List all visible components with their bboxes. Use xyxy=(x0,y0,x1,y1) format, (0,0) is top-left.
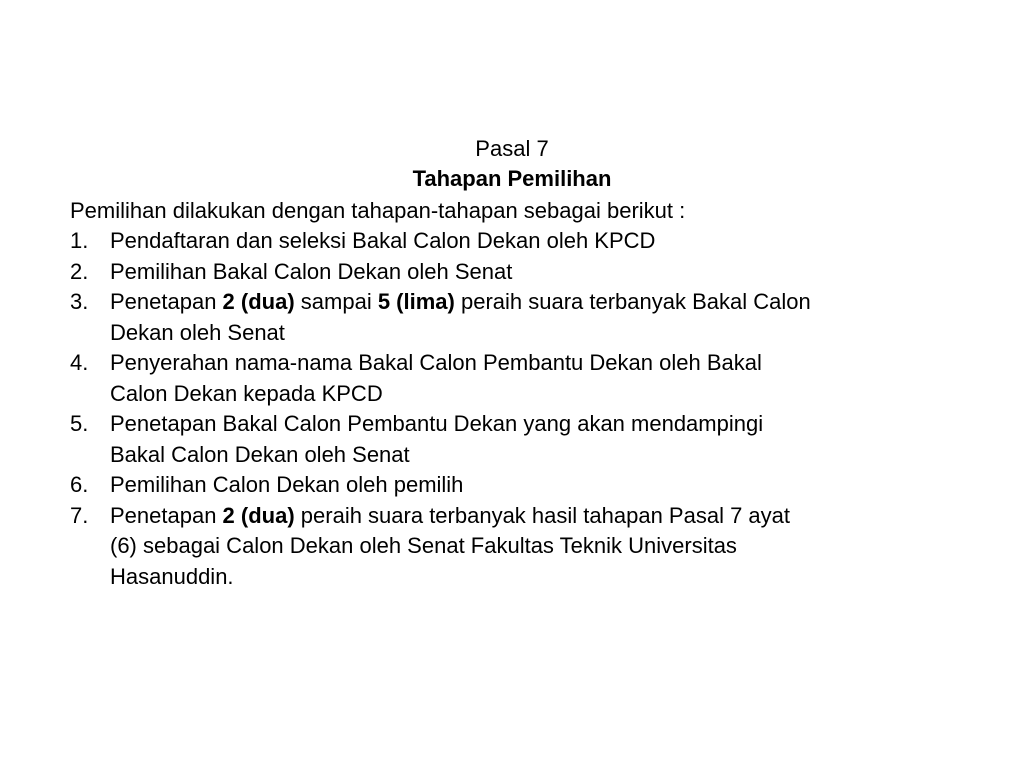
item-number: 1. xyxy=(70,228,89,253)
intro-text: Pemilihan dilakukan dengan tahapan-tahapan sebagai berikut : xyxy=(70,198,686,223)
item-text-part: Penetapan xyxy=(110,289,223,314)
item-text-part: sampai xyxy=(294,289,378,314)
item-text-part: Penetapan xyxy=(110,502,223,528)
item-text-part: Penetapan Bakal Calon Pembantu Dekan yang akan mendampingi xyxy=(110,411,764,436)
list-item xyxy=(70,226,950,257)
item-number: 2. xyxy=(70,258,89,284)
item-number: 5. xyxy=(70,411,89,436)
item-text-bold: 2 (dua) xyxy=(222,289,295,314)
item-number: 6. xyxy=(70,472,89,497)
list-item xyxy=(70,348,950,409)
item-text: Pemilihan Bakal Calon Dekan oleh Senat xyxy=(110,258,513,284)
list-item xyxy=(70,287,950,348)
item-text-part: Penyerahan nama-nama Bakal Calon Pembantu Dekan oleh Bakal xyxy=(110,350,762,375)
item-number: 3. xyxy=(70,289,89,314)
stages-list xyxy=(70,226,950,592)
item-text-part: Calon Dekan kepada KPCD xyxy=(110,380,383,406)
item-number: 7. xyxy=(70,502,89,528)
section-title: Tahapan Pemilihan xyxy=(412,166,612,191)
item-text-part: peraih suara terbanyak hasil tahapan Pasal 7 ayat xyxy=(294,502,790,528)
list-item xyxy=(70,409,950,470)
item-text-part: peraih suara terbanyak Bakal Calon xyxy=(454,289,811,314)
item-number: 4. xyxy=(70,350,89,375)
item-text-part: (6) sebagai Calon Dekan oleh Senat Fakultas Teknik Universitas xyxy=(110,533,737,558)
item-text: Pemilihan Calon Dekan oleh pemilih xyxy=(110,472,464,497)
item-text-bold: 2 (dua) xyxy=(222,502,295,528)
item-text-bold: 5 (lima) xyxy=(377,289,455,314)
list-item xyxy=(70,501,950,593)
item-text xyxy=(110,287,950,348)
item-text-part: Dekan oleh Senat xyxy=(110,319,285,345)
item-text xyxy=(110,348,950,409)
item-text xyxy=(110,409,950,470)
list-item xyxy=(70,257,950,288)
item-text: Pendaftaran dan seleksi Bakal Calon Dekan oleh KPCD xyxy=(110,228,656,253)
article-number: Pasal 7 xyxy=(475,136,549,161)
item-text xyxy=(110,501,950,593)
item-text-part: Bakal Calon Dekan oleh Senat xyxy=(110,441,410,467)
list-item xyxy=(70,470,950,501)
item-text-part: Hasanuddin. xyxy=(110,563,234,589)
